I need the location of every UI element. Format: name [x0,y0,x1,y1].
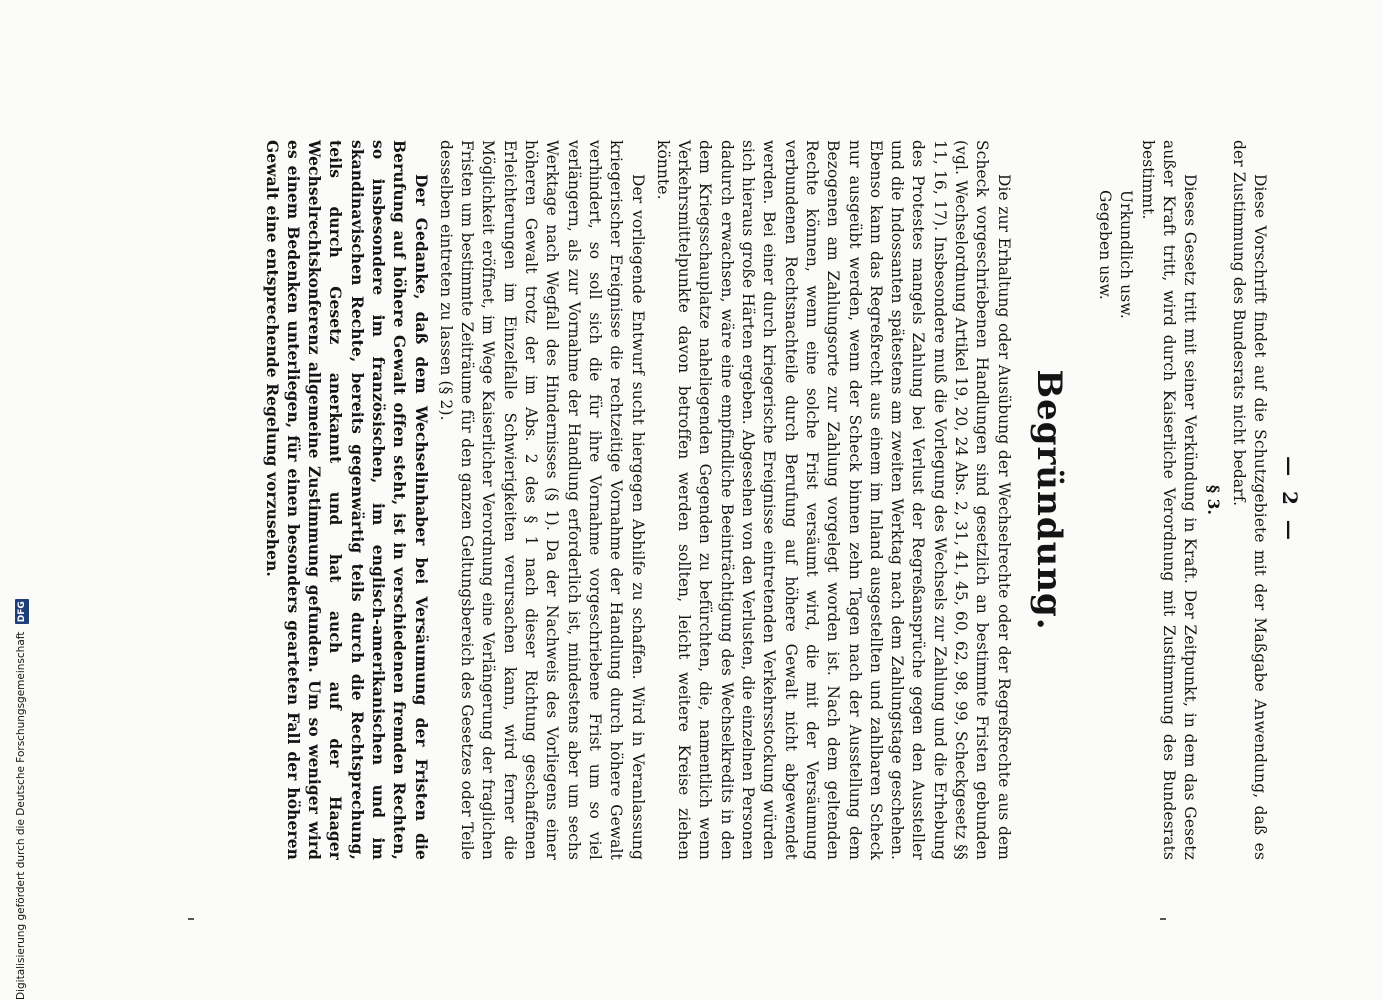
document-heading: Begründung. [1028,369,1069,631]
justification-paragraph-2: Der vorliegende Entwurf sucht hiergegen Abhilfe zu schaffen. Wird in Veranlassung kriegerischer Ereignisse die rechtzeitige Vornahme der Handlung durch höhere Gewalt verhindert, so soll sich die für ihre Vornahme vorgeschriebene Frist um so viel verlängern, als zur Vornahme der Handlung erforderlich ist, mindestens aber um sechs Werktage nach Wegfall des Hindernisses (§ 1). Da der Nachweis des Vorliegens einer höheren Gewalt trotz der im Abs. 2 des § 1 nach dieser Richtung geschaffenen Erleichterungen im Einzelfalle Schwierigkeiten verursachen kann, wird ferner die Möglichkeit eröffnet, im Wege Kaiserlicher Verordnung eine Verlängerung der fraglichen Fristen um bestimmte Zeiträume für den ganzen Geltungsbereich des Gesetzes oder Teile desselben eintreten zu lassen (§ 2). [436,140,647,860]
dfg-logo: DFG [17,601,27,623]
scan-artifact-mark [1160,918,1166,920]
justification-paragraph-1: Die zur Erhaltung oder Ausübung der Wechselrechte oder der Regreßrechte aus dem Scheck vorgeschriebenen Handlungen sind gesetzlich an bestimmte Fristen gebunden (vgl. Wechselordnung Artikel 19, 20, 24 Abs. 2, 31, 41, 45, 60, 62, 98, 99, Scheckgesetz §§ 11, 16, 17). Insbesondere muß die Vorlegung des Wechsels zur Zahlung und die Erhebung des Protestes mangels Zahlung bei Verlust der Regreßansprüche gegen den Aussteller und die Indossanten spätestens am zweiten Werktag nach dem Zahlungstage geschehen. Ebenso kann das Regreßrecht aus einem im Inland ausgestellten und zahlbaren Scheck nur ausgeübt werden, wenn der Scheck binnen zehn Tagen nach der Ausstellung dem Bezogenen am Zahlungsorte zur Zahlung vorgelegt worden ist. Nach dem geltenden Rechte können, wenn eine solche Frist versäumt wird, die mit der Versäumung verbundenen Rechtsnachteile durch Berufung auf höhere Gewalt nicht abgewendet werden. Bei einer durch kriegerische Ereignisse eintretenden Verkehrsstockung würden sich hieraus große Härten ergeben. Abgesehen von den Verlusten, die einzelnen Personen dadurch erwachsen, wäre eine empfindliche Beeinträchtigung des Wechselkredits in den dem Kriegsschauplatze naheliegenden Gegenden zu befürchten, die, namentlich wenn Verkehrsmittelpunkte davon betroffen werden sollten, leicht weitere Kreise ziehen könnte. [653,140,1013,860]
justification-paragraph-3: Der Gedanke, daß dem Wechselinhaber bei Versäumung der Fristen die Berufung auf höhere Gewalt offen steht, ist in verschiedenen fremden Rechten, so insbesondere im französischen, im englisch-amerikanischen und im skandinavischen Rechte, bereits gegenwärtig teils durch die Rechtsprechung, teils durch Gesetz anerkannt und hat auch auf der Haager Wechselrechtskonferenz allgemeine Zustimmung gefunden. Um so weniger wird es einem Bedenken unterliegen, für einen besonders gearteten Fall der höheren Gewalt eine entsprechende Regelung vorzusehen. [262,140,430,860]
footer-text: Digitalisierung gefördert durch die Deutsche Forschungsgemeinschaft [15,631,27,1000]
scan-artifact-mark [188,918,194,920]
page-number: — 2 — [1278,456,1302,544]
section-paragraph: Dieses Gesetz tritt mit seiner Verkündung in Kraft. Der Zeitpunkt, in dem das Gesetz außer Kraft tritt, wird durch Kaiserliche Verordnung mit Zustimmung des Bundesrats bestimmt. [1138,140,1200,860]
closing-formula-1: Urkundlich usw. [1117,190,1136,319]
rotated-document-page [100,140,1310,860]
section-label: § 3. [1204,484,1223,516]
closing-formula-2: Gegeben usw. [1095,190,1114,300]
intro-paragraph: Diese Vorschrift findet auf die Schutzgebiete mit der Maßgabe Anwendung, daß es der Zustimmung des Bundesrats nicht bedarf. [1229,140,1269,860]
digitization-footer [14,599,29,1000]
